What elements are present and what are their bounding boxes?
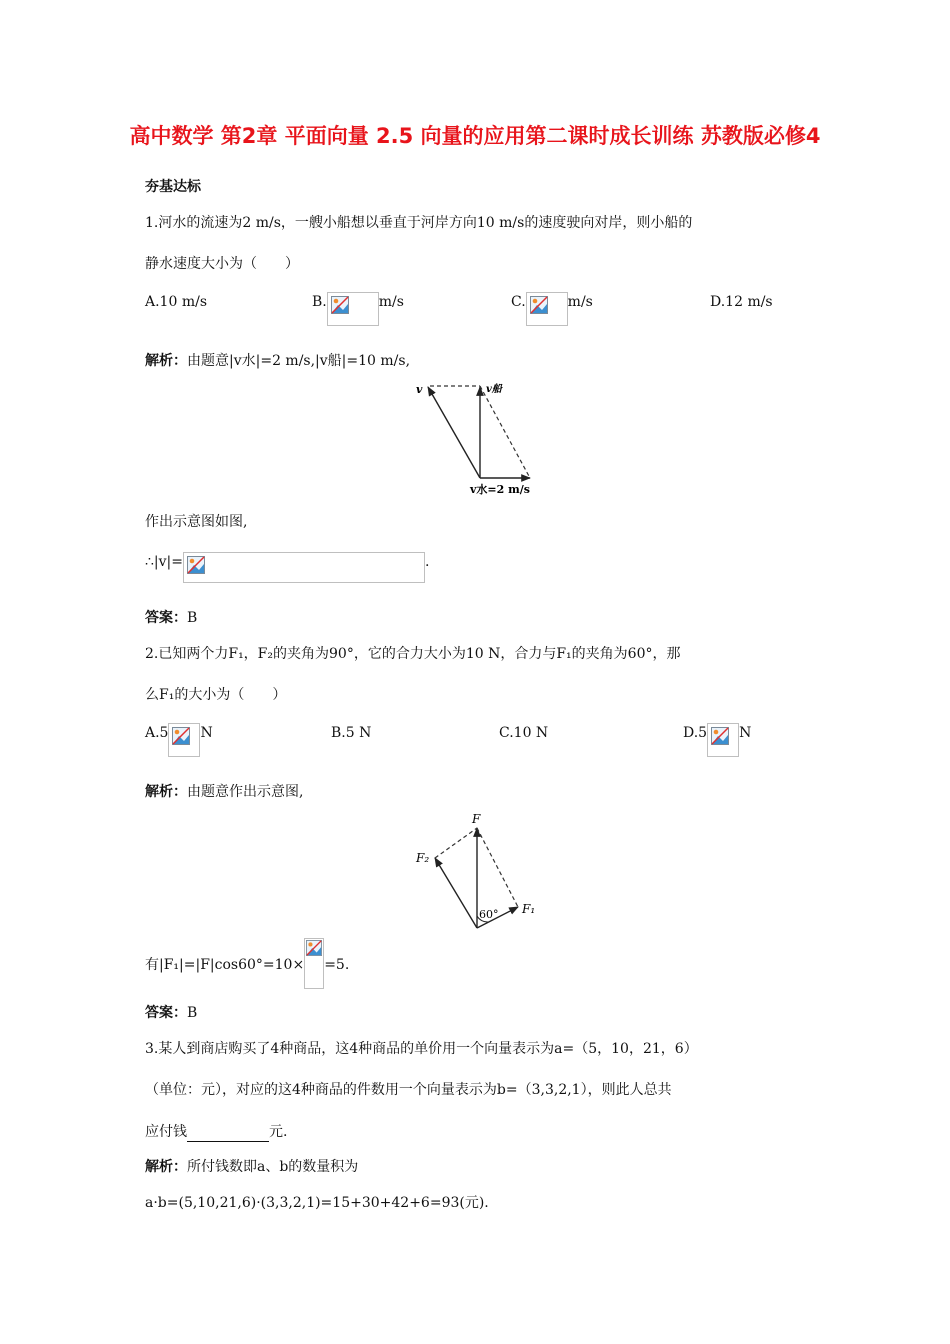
broken-image-icon: [327, 292, 379, 326]
q2-analysis: [145, 782, 303, 802]
q2-answer-value: B: [187, 1005, 198, 1021]
q3-stem-line1: 3.某人到商店购买了4种商品，这4种商品的单价用一个向量表示为a=（5，10，21，6）: [145, 1041, 698, 1057]
broken-image-icon: [707, 723, 739, 757]
section-heading: 夯基达标: [145, 179, 201, 195]
q1-option-c-unit: m/s: [567, 294, 593, 310]
q3-computation: a·b=(5,10,21,6)·(3,3,2,1)=15+30+42+6=93(元).: [145, 1195, 489, 1211]
label-v-water: v水=2 m/s: [470, 483, 530, 496]
q2-answer-label: 答案：: [145, 1005, 187, 1021]
q2-option-d-unit: N: [739, 725, 752, 741]
q2-option-d-prefix: D.5: [683, 725, 708, 741]
q1-option-b-prefix: B.: [312, 294, 327, 310]
q1-analysis-label: 解析：: [145, 353, 187, 369]
q3-stem-line3: [145, 1122, 287, 1142]
vector-f2: [435, 858, 477, 928]
q3-stem-line2: （单位：元），对应的这4种商品的件数用一个向量表示为b=（3,3,2,1），则此人总共: [145, 1082, 672, 1098]
q2-force-diagram: [405, 810, 550, 935]
page-title: 高中数学 第2章 平面向量 2.5 向量的应用第二课时成长训练 苏教版必修4: [129, 124, 821, 148]
q2-option-a: [145, 723, 213, 757]
q2-result-suffix: =5.: [324, 957, 350, 973]
q1-option-a: A.10 m/s: [145, 294, 208, 310]
q3-analysis: [145, 1157, 358, 1177]
q3-stem-line3-suffix: 元.: [269, 1124, 288, 1140]
dashed-right: [480, 386, 530, 478]
label-f: F: [472, 812, 481, 826]
label-v-boat: v船: [486, 384, 502, 395]
dashed-f-f1: [477, 828, 518, 907]
q2-option-d: [683, 723, 751, 757]
q2-option-a-prefix: A.5: [145, 725, 169, 741]
q1-option-c-prefix: C.: [511, 294, 526, 310]
q1-analysis-text: 由题意|v水|=2 m/s,|v船|=10 m/s,: [187, 353, 411, 369]
broken-image-icon: [168, 723, 200, 757]
dashed-f2-f: [435, 828, 477, 858]
q2-stem-line1: 2.已知两个力F₁，F₂的夹角为90°，它的合力大小为10 N，合力与F₁的夹角为60°，那: [145, 646, 681, 662]
q3-analysis-label: 解析：: [145, 1159, 187, 1175]
q1-option-b-unit: m/s: [378, 294, 404, 310]
q1-answer-label: 答案：: [145, 610, 187, 626]
q2-result: [145, 955, 349, 1006]
q1-therefore-suffix: .: [424, 554, 430, 570]
q2-option-b: B.5 N: [331, 725, 372, 741]
q1-option-c: [511, 292, 593, 326]
q1-option-b: [312, 292, 404, 326]
q1-stem-line2: 静水速度大小为（ ）: [145, 256, 299, 272]
q2-option-a-unit: N: [200, 725, 213, 741]
q2-analysis-label: 解析：: [145, 784, 187, 800]
q1-answer-value: B: [187, 610, 198, 626]
vector-v: [428, 387, 480, 478]
q2-stem-line2: 么F₁的大小为（ ）: [145, 687, 287, 703]
q1-therefore: [145, 552, 429, 583]
label-angle: 60°: [479, 908, 499, 921]
q1-option-d: D.12 m/s: [710, 294, 773, 310]
broken-image-icon: [526, 292, 568, 326]
q1-therefore-prefix: ∴|v|=: [145, 554, 183, 570]
q2-analysis-text: 由题意作出示意图,: [187, 784, 304, 800]
broken-image-icon: [183, 552, 425, 583]
label-v: v: [416, 383, 423, 396]
q2-answer: [145, 1003, 197, 1023]
q1-velocity-diagram: [410, 376, 550, 500]
q1-analysis: [145, 351, 410, 371]
broken-image-icon: [304, 938, 324, 989]
q2-result-prefix: 有|F₁|=|F|cos60°=10×: [145, 957, 305, 973]
answer-blank[interactable]: [187, 1125, 269, 1142]
q3-stem-line3-prefix: 应付钱: [145, 1124, 187, 1140]
q1-stem-line1: 1.河水的流速为2 m/s，一艘小船想以垂直于河岸方向10 m/s的速度驶向对岸，则小船的: [145, 215, 693, 231]
q1-answer: [145, 608, 197, 628]
q3-analysis-text: 所付钱数即a、b的数量积为: [187, 1159, 359, 1175]
label-f1: F₁: [522, 902, 536, 916]
label-f2: F₂: [416, 851, 430, 865]
q1-after-figure: 作出示意图如图,: [145, 514, 248, 530]
q2-option-c: C.10 N: [499, 725, 549, 741]
